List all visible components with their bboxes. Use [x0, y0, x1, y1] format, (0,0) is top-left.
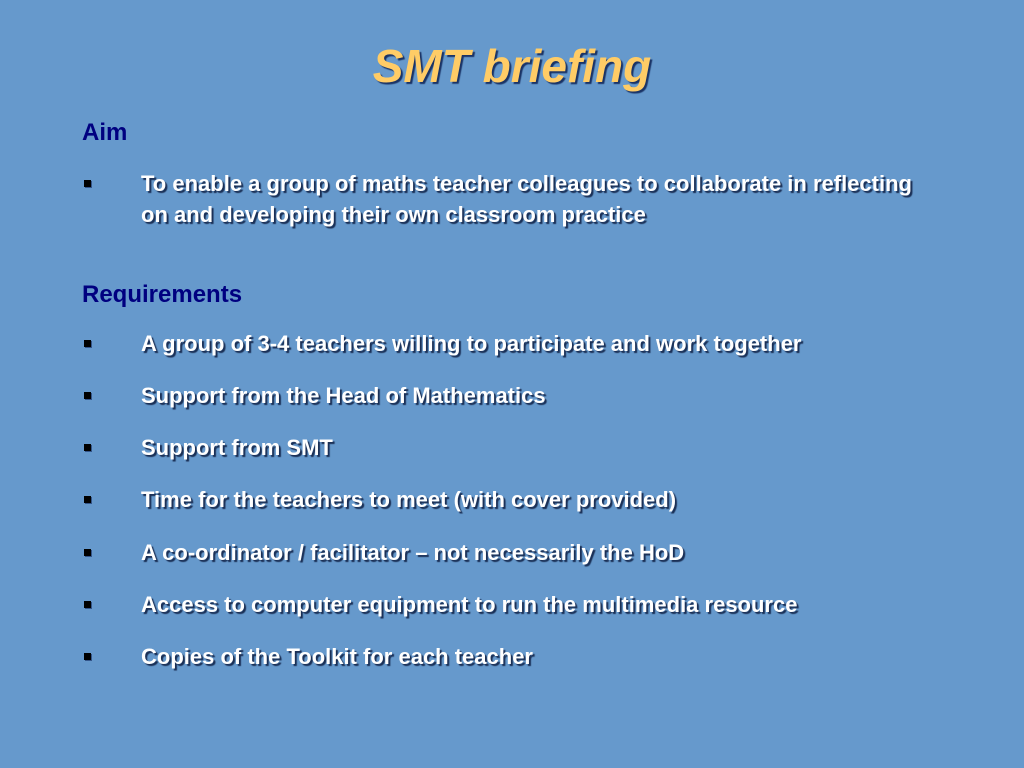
requirement-item-text: Support from SMT	[141, 435, 333, 460]
requirements-heading: Requirements	[82, 281, 243, 308]
square-bullet-icon	[84, 601, 91, 608]
square-bullet-icon	[84, 340, 91, 347]
square-bullet-icon	[84, 180, 91, 187]
requirement-item-text: A co-ordinator / facilitator – not necessarily the HoD	[141, 540, 685, 565]
aim-heading: Aim	[82, 119, 128, 146]
square-bullet-icon	[84, 549, 91, 556]
square-bullet-icon	[84, 444, 91, 451]
aim-item-text: To enable a group of maths teacher colleagues to collaborate in reflecting on and developing their own classroom practice	[141, 171, 912, 227]
requirement-item-text: A group of 3-4 teachers willing to participate and work together	[141, 331, 802, 356]
slide-title: SMT briefing	[372, 40, 652, 92]
requirement-item-text: Copies of the Toolkit for each teacher	[141, 644, 533, 669]
square-bullet-icon	[84, 653, 91, 660]
requirement-item-text: Support from the Head of Mathematics	[141, 383, 546, 408]
requirement-item-text: Access to computer equipment to run the multimedia resource	[141, 592, 798, 617]
square-bullet-icon	[84, 496, 91, 503]
square-bullet-icon	[84, 392, 91, 399]
requirement-item-text: Time for the teachers to meet (with cover provided)	[141, 487, 677, 512]
